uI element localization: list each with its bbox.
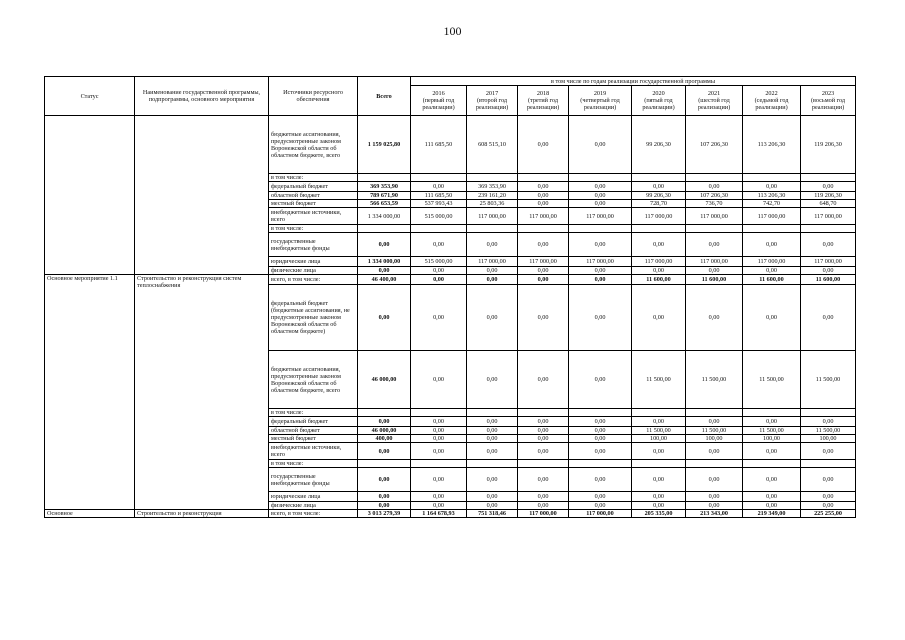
year-value-cell: 0,00 — [569, 502, 632, 510]
year-value-cell: 107 206,30 — [686, 192, 743, 200]
year-value-cell: 742,70 — [743, 200, 801, 208]
source-cell: бюджетные ассигнования, предусмотренные законом Воронежской области об областном бюджете, всего — [269, 116, 358, 174]
source-cell: федеральный бюджет (бюджетные ассигнования, не предусмотренные законом Воронежской области об областном бюджете) — [269, 285, 358, 351]
year-value-cell: 0,00 — [686, 492, 743, 502]
year-value-cell: 11 600,00 — [801, 275, 856, 285]
header-year-2022 — [743, 86, 801, 116]
year-number: 2019 — [593, 90, 607, 97]
source-cell: юридические лица — [269, 257, 358, 267]
header-status: Статус — [45, 77, 135, 116]
year-value-cell: 648,70 — [801, 200, 856, 208]
source-cell: внебюджетные источники, всего — [269, 443, 358, 460]
year-value-cell: 0,00 — [467, 427, 518, 435]
year-value-cell: 0,00 — [467, 275, 518, 285]
year-value-cell — [411, 225, 467, 233]
year-value-cell: 0,00 — [569, 192, 632, 200]
year-value-cell: 0,00 — [686, 233, 743, 257]
header-program-name: Наименование государственной программы, подпрограммы, основного мероприятия — [135, 77, 269, 116]
year-value-cell: 0,00 — [569, 435, 632, 443]
year-value-cell: 0,00 — [518, 182, 569, 192]
year-value-cell — [686, 174, 743, 182]
total-cell: 369 353,90 — [358, 182, 411, 192]
year-value-cell: 0,00 — [686, 502, 743, 510]
year-value-cell: 213 343,00 — [686, 510, 743, 518]
year-value-cell: 219 349,00 — [743, 510, 801, 518]
total-cell: 1 334 000,00 — [358, 208, 411, 225]
year-value-cell — [411, 174, 467, 182]
source-cell: физические лица — [269, 267, 358, 275]
year-value-cell: 11 500,00 — [632, 351, 686, 409]
year-value-cell: 0,00 — [467, 285, 518, 351]
year-value-cell: 0,00 — [569, 417, 632, 427]
year-value-cell — [411, 409, 467, 417]
year-value-cell — [632, 460, 686, 468]
year-value-cell: 117 000,00 — [801, 208, 856, 225]
year-value-cell: 0,00 — [569, 200, 632, 208]
year-value-cell — [411, 460, 467, 468]
year-value-cell: 99 206,30 — [632, 192, 686, 200]
year-value-cell: 111 685,50 — [411, 116, 467, 174]
year-value-cell: 0,00 — [518, 435, 569, 443]
total-cell: 0,00 — [358, 233, 411, 257]
year-value-cell: 0,00 — [411, 285, 467, 351]
year-value-cell: 0,00 — [411, 351, 467, 409]
year-value-cell: 0,00 — [467, 351, 518, 409]
year-value-cell: 11 500,00 — [743, 351, 801, 409]
year-value-cell: 11 500,00 — [743, 427, 801, 435]
source-cell: областной бюджет — [269, 427, 358, 435]
year-value-cell: 0,00 — [518, 427, 569, 435]
year-value-cell: 0,00 — [467, 468, 518, 492]
year-value-cell: 0,00 — [518, 200, 569, 208]
year-value-cell — [686, 460, 743, 468]
year-value-cell: 11 500,00 — [632, 427, 686, 435]
year-value-cell: 0,00 — [801, 182, 856, 192]
year-value-cell: 0,00 — [632, 285, 686, 351]
year-value-cell: 0,00 — [569, 443, 632, 460]
header-year-2021 — [686, 86, 743, 116]
year-value-cell — [467, 460, 518, 468]
year-value-cell: 0,00 — [632, 502, 686, 510]
total-cell — [358, 225, 411, 233]
year-value-cell: 0,00 — [411, 275, 467, 285]
table-row — [45, 510, 856, 518]
year-value-cell: 11 600,00 — [632, 275, 686, 285]
year-value-cell: 119 206,30 — [801, 116, 856, 174]
year-value-cell: 0,00 — [632, 417, 686, 427]
year-value-cell — [518, 225, 569, 233]
total-cell: 789 671,90 — [358, 192, 411, 200]
year-value-cell: 0,00 — [801, 417, 856, 427]
year-value-cell: 0,00 — [569, 427, 632, 435]
year-value-cell: 0,00 — [569, 285, 632, 351]
year-value-cell: 113 206,30 — [743, 116, 801, 174]
year-value-cell: 0,00 — [743, 267, 801, 275]
source-cell: федеральный бюджет — [269, 417, 358, 427]
year-value-cell: 537 993,43 — [411, 200, 467, 208]
status-cell — [45, 116, 135, 275]
year-value-cell: 0,00 — [743, 285, 801, 351]
year-value-cell: 0,00 — [411, 427, 467, 435]
year-value-cell: 11 500,00 — [801, 351, 856, 409]
year-value-cell — [467, 225, 518, 233]
header-year-2020 — [632, 86, 686, 116]
year-value-cell: 0,00 — [518, 275, 569, 285]
total-cell: 0,00 — [358, 443, 411, 460]
year-value-cell: 100,00 — [686, 435, 743, 443]
year-value-cell: 117 000,00 — [743, 208, 801, 225]
year-value-cell — [518, 409, 569, 417]
year-value-cell: 1 164 678,93 — [411, 510, 467, 518]
year-value-cell: 0,00 — [467, 233, 518, 257]
total-cell: 1 334 000,00 — [358, 257, 411, 267]
year-value-cell — [632, 225, 686, 233]
year-ordinal: (первый год реализации) — [422, 97, 455, 111]
year-value-cell: 0,00 — [686, 267, 743, 275]
year-value-cell: 0,00 — [467, 492, 518, 502]
year-value-cell: 0,00 — [518, 192, 569, 200]
status-cell: Основное мероприятие 1.1 — [45, 275, 135, 510]
year-number: 2021 — [707, 90, 721, 97]
year-value-cell: 0,00 — [411, 233, 467, 257]
year-value-cell: 0,00 — [411, 182, 467, 192]
year-value-cell — [686, 225, 743, 233]
table-header — [45, 77, 856, 116]
year-value-cell: 0,00 — [632, 267, 686, 275]
total-cell: 0,00 — [358, 267, 411, 275]
year-value-cell: 0,00 — [411, 417, 467, 427]
table-row — [45, 116, 856, 174]
year-value-cell — [801, 174, 856, 182]
year-value-cell: 117 000,00 — [467, 257, 518, 267]
year-value-cell — [801, 460, 856, 468]
source-cell: всего, в том числе: — [269, 275, 358, 285]
year-value-cell: 11 600,00 — [686, 275, 743, 285]
program-name-cell: Строительство и реконструкция систем теплоснабжения — [135, 275, 269, 510]
total-cell: 46 000,00 — [358, 427, 411, 435]
source-cell: в том числе: — [269, 225, 358, 233]
year-value-cell — [518, 460, 569, 468]
source-cell: государственные внебюджетные фонды — [269, 468, 358, 492]
year-value-cell: 0,00 — [411, 502, 467, 510]
source-cell: местный бюджет — [269, 435, 358, 443]
year-ordinal: (второй год реализации) — [475, 97, 509, 111]
year-number: 2023 — [821, 90, 835, 97]
year-value-cell: 736,70 — [686, 200, 743, 208]
year-value-cell: 117 000,00 — [632, 208, 686, 225]
year-value-cell: 0,00 — [801, 468, 856, 492]
year-value-cell: 0,00 — [632, 492, 686, 502]
year-value-cell: 0,00 — [518, 285, 569, 351]
year-value-cell — [518, 174, 569, 182]
header-by-years: в том числе по годам реализации государственной программы — [411, 77, 856, 86]
year-value-cell: 0,00 — [411, 267, 467, 275]
year-value-cell — [569, 174, 632, 182]
year-value-cell: 0,00 — [467, 417, 518, 427]
year-value-cell: 608 515,10 — [467, 116, 518, 174]
year-value-cell: 0,00 — [518, 116, 569, 174]
year-value-cell: 117 000,00 — [569, 208, 632, 225]
year-value-cell — [467, 174, 518, 182]
year-value-cell: 99 206,30 — [632, 116, 686, 174]
year-value-cell — [467, 409, 518, 417]
source-cell: бюджетные ассигнования, предусмотренные законом Воронежской области об областном бюджете, всего — [269, 351, 358, 409]
year-value-cell — [686, 409, 743, 417]
header-total: Всего — [358, 77, 411, 116]
year-value-cell: 0,00 — [743, 492, 801, 502]
year-value-cell: 369 353,90 — [467, 182, 518, 192]
year-value-cell: 728,70 — [632, 200, 686, 208]
year-value-cell — [569, 460, 632, 468]
year-value-cell: 11 500,00 — [686, 351, 743, 409]
year-value-cell: 0,00 — [632, 468, 686, 492]
year-value-cell: 0,00 — [467, 443, 518, 460]
year-value-cell: 0,00 — [686, 443, 743, 460]
year-value-cell: 0,00 — [411, 468, 467, 492]
year-value-cell: 0,00 — [518, 502, 569, 510]
source-cell: в том числе: — [269, 174, 358, 182]
table-row — [45, 275, 856, 285]
year-number: 2022 — [765, 90, 778, 97]
year-value-cell: 0,00 — [743, 443, 801, 460]
source-cell: в том числе: — [269, 460, 358, 468]
year-value-cell: 0,00 — [569, 275, 632, 285]
year-value-cell: 11 500,00 — [686, 427, 743, 435]
total-cell: 1 159 025,80 — [358, 116, 411, 174]
year-value-cell: 0,00 — [801, 267, 856, 275]
year-value-cell — [569, 225, 632, 233]
year-value-cell: 107 206,30 — [686, 116, 743, 174]
year-value-cell: 0,00 — [686, 285, 743, 351]
year-value-cell — [632, 409, 686, 417]
total-cell: 566 653,59 — [358, 200, 411, 208]
year-ordinal: (третий год реализации) — [526, 97, 560, 111]
total-cell: 0,00 — [358, 492, 411, 502]
total-cell: 46 400,00 — [358, 275, 411, 285]
source-cell: в том числе: — [269, 409, 358, 417]
year-value-cell: 117 000,00 — [467, 208, 518, 225]
year-value-cell: 0,00 — [569, 233, 632, 257]
year-value-cell: 0,00 — [467, 435, 518, 443]
year-value-cell: 25 803,36 — [467, 200, 518, 208]
year-value-cell: 205 335,00 — [632, 510, 686, 518]
year-value-cell: 0,00 — [569, 468, 632, 492]
year-value-cell: 0,00 — [569, 116, 632, 174]
year-value-cell: 225 255,00 — [801, 510, 856, 518]
total-cell: 0,00 — [358, 417, 411, 427]
year-value-cell: 239 161,20 — [467, 192, 518, 200]
year-value-cell: 100,00 — [801, 435, 856, 443]
source-cell: государственные внебюджетные фонды — [269, 233, 358, 257]
year-number: 2017 — [485, 90, 499, 97]
year-number: 2020 — [652, 90, 665, 97]
program-name-cell: Строительство и реконструкция — [135, 510, 269, 518]
year-value-cell: 751 318,46 — [467, 510, 518, 518]
year-ordinal: (четвертый год реализации) — [580, 97, 620, 111]
header-year-2016 — [411, 86, 467, 116]
year-value-cell: 0,00 — [569, 267, 632, 275]
year-value-cell — [743, 460, 801, 468]
year-value-cell: 0,00 — [743, 502, 801, 510]
source-cell: физические лица — [269, 502, 358, 510]
year-value-cell: 0,00 — [743, 417, 801, 427]
source-cell: всего, в том числе: — [269, 510, 358, 518]
year-value-cell: 117 000,00 — [686, 208, 743, 225]
total-cell — [358, 460, 411, 468]
header-year-2018 — [518, 86, 569, 116]
year-value-cell: 0,00 — [632, 182, 686, 192]
year-value-cell: 117 000,00 — [569, 257, 632, 267]
header-year-2017 — [467, 86, 518, 116]
year-value-cell: 113 206,30 — [743, 192, 801, 200]
year-ordinal: (восьмой год реализации) — [810, 97, 846, 111]
year-value-cell — [632, 174, 686, 182]
source-cell: внебюджетные источники, всего — [269, 208, 358, 225]
total-cell: 0,00 — [358, 285, 411, 351]
source-cell: местный бюджет — [269, 200, 358, 208]
header-source: Источники ресурсного обеспечения — [269, 77, 358, 116]
year-value-cell: 0,00 — [518, 468, 569, 492]
year-value-cell: 0,00 — [801, 502, 856, 510]
year-value-cell: 111 685,50 — [411, 192, 467, 200]
year-value-cell: 0,00 — [518, 267, 569, 275]
total-cell: 46 000,00 — [358, 351, 411, 409]
year-value-cell: 119 206,30 — [801, 192, 856, 200]
year-value-cell: 0,00 — [518, 351, 569, 409]
year-ordinal: (седьмой год реализации) — [754, 97, 789, 111]
year-value-cell — [743, 225, 801, 233]
total-cell — [358, 174, 411, 182]
year-value-cell: 0,00 — [686, 468, 743, 492]
year-value-cell: 117 000,00 — [632, 257, 686, 267]
year-value-cell: 0,00 — [411, 492, 467, 502]
year-value-cell: 117 000,00 — [518, 208, 569, 225]
year-value-cell: 0,00 — [632, 233, 686, 257]
year-value-cell: 0,00 — [801, 285, 856, 351]
year-value-cell: 0,00 — [569, 182, 632, 192]
year-value-cell: 0,00 — [518, 443, 569, 460]
year-value-cell — [743, 174, 801, 182]
year-value-cell: 0,00 — [632, 443, 686, 460]
year-value-cell: 0,00 — [518, 417, 569, 427]
year-value-cell — [569, 409, 632, 417]
year-value-cell: 100,00 — [743, 435, 801, 443]
year-value-cell: 0,00 — [801, 492, 856, 502]
year-value-cell: 0,00 — [686, 417, 743, 427]
year-value-cell: 100,00 — [632, 435, 686, 443]
source-cell: юридические лица — [269, 492, 358, 502]
year-value-cell: 117 000,00 — [743, 257, 801, 267]
year-value-cell: 11 500,00 — [801, 427, 856, 435]
total-cell: 400,00 — [358, 435, 411, 443]
year-value-cell: 515 000,00 — [411, 208, 467, 225]
year-value-cell: 0,00 — [801, 233, 856, 257]
year-number: 2018 — [536, 90, 550, 97]
year-value-cell: 0,00 — [743, 182, 801, 192]
program-name-cell — [135, 116, 269, 275]
year-value-cell: 117 000,00 — [518, 510, 569, 518]
year-value-cell: 0,00 — [743, 233, 801, 257]
year-value-cell — [801, 409, 856, 417]
year-value-cell: 117 000,00 — [686, 257, 743, 267]
total-cell: 3 013 279,39 — [358, 510, 411, 518]
year-value-cell: 0,00 — [743, 468, 801, 492]
status-cell: Основное — [45, 510, 135, 518]
year-value-cell: 0,00 — [411, 443, 467, 460]
year-value-cell: 0,00 — [467, 502, 518, 510]
source-cell: федеральный бюджет — [269, 182, 358, 192]
year-value-cell: 117 000,00 — [518, 257, 569, 267]
year-ordinal: (шестой год реализации) — [697, 97, 731, 111]
year-number: 2016 — [432, 90, 445, 97]
year-value-cell: 0,00 — [411, 435, 467, 443]
year-value-cell: 117 000,00 — [801, 257, 856, 267]
year-value-cell: 0,00 — [518, 492, 569, 502]
year-value-cell: 515 000,00 — [411, 257, 467, 267]
year-value-cell: 0,00 — [518, 233, 569, 257]
source-cell: областной бюджет — [269, 192, 358, 200]
year-ordinal: (пятый год реализации) — [642, 97, 675, 111]
year-value-cell: 117 000,00 — [569, 510, 632, 518]
year-value-cell: 11 600,00 — [743, 275, 801, 285]
resource-table — [44, 76, 856, 518]
year-value-cell: 0,00 — [686, 182, 743, 192]
year-value-cell: 0,00 — [569, 351, 632, 409]
page-number: 100 — [443, 24, 462, 38]
year-value-cell: 0,00 — [569, 492, 632, 502]
year-value-cell — [743, 409, 801, 417]
total-cell: 0,00 — [358, 502, 411, 510]
table-body — [45, 116, 856, 518]
year-value-cell: 0,00 — [467, 267, 518, 275]
total-cell: 0,00 — [358, 468, 411, 492]
header-year-2019 — [569, 86, 632, 116]
total-cell — [358, 409, 411, 417]
year-value-cell: 0,00 — [801, 443, 856, 460]
year-value-cell — [801, 225, 856, 233]
header-year-2023 — [801, 86, 856, 116]
